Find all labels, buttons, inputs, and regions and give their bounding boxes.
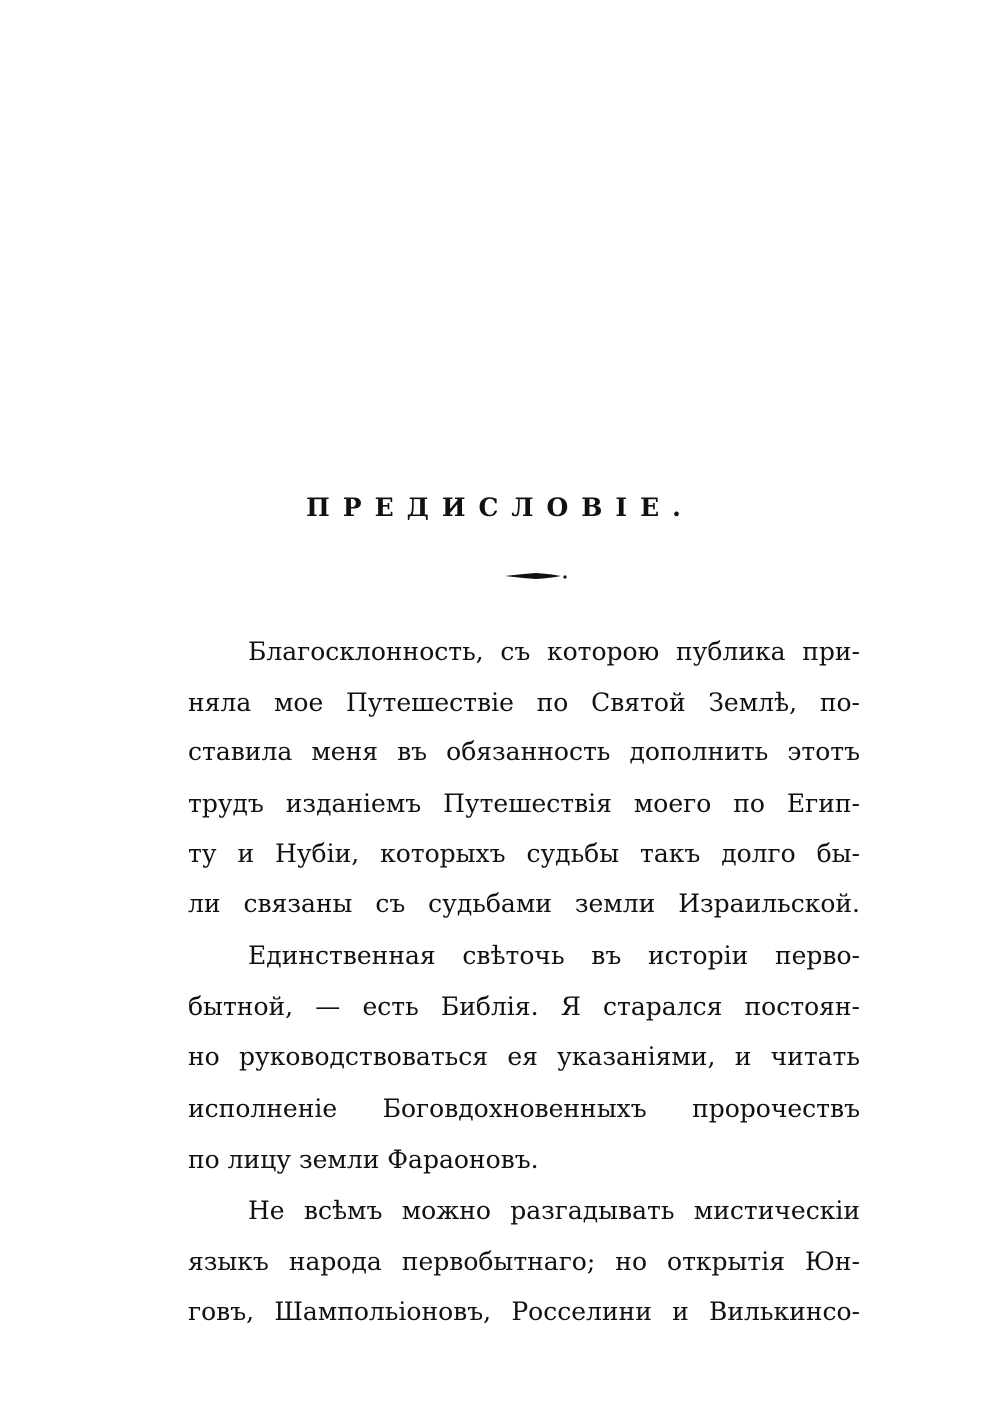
text-line: Не всѣмъ можно разгадывать мистическіи xyxy=(248,1196,860,1225)
text-line: по лицу земли Фараоновъ. xyxy=(188,1145,539,1174)
text-line: ту и Нубіи, которыхъ судьбы такъ долго бы- xyxy=(188,839,860,868)
text-line: языкъ народа первобытнаго; но открытія Юн- xyxy=(188,1247,860,1276)
text-line: Единственная свѣточь въ исторіи перво- xyxy=(248,941,860,970)
text-line: Благосклонность, съ которою публика при- xyxy=(248,637,860,666)
text-line: ставила меня въ обязанность дополнить этотъ xyxy=(188,737,860,766)
chapter-heading: ПРЕДИСЛОВIЕ. xyxy=(306,493,694,522)
text-line: няла мое Путешествіе по Святой Землѣ, по- xyxy=(188,688,860,717)
text-line: трудъ изданіемъ Путешествія моего по Егип- xyxy=(188,789,860,818)
text-line: говъ, Шампольіоновъ, Росселини и Вилькинсо- xyxy=(188,1297,860,1326)
flourish-ornament-icon xyxy=(503,565,569,585)
text-line: но руководствоваться ея указаніями, и читать xyxy=(188,1042,860,1071)
text-line: бытной, — есть Библія. Я старался постоян- xyxy=(188,992,860,1021)
text-line: ли связаны съ судьбами земли Израильской. xyxy=(188,889,860,918)
text-line: исполненіе Боговдохновенныхъ пророчествъ xyxy=(188,1094,860,1123)
